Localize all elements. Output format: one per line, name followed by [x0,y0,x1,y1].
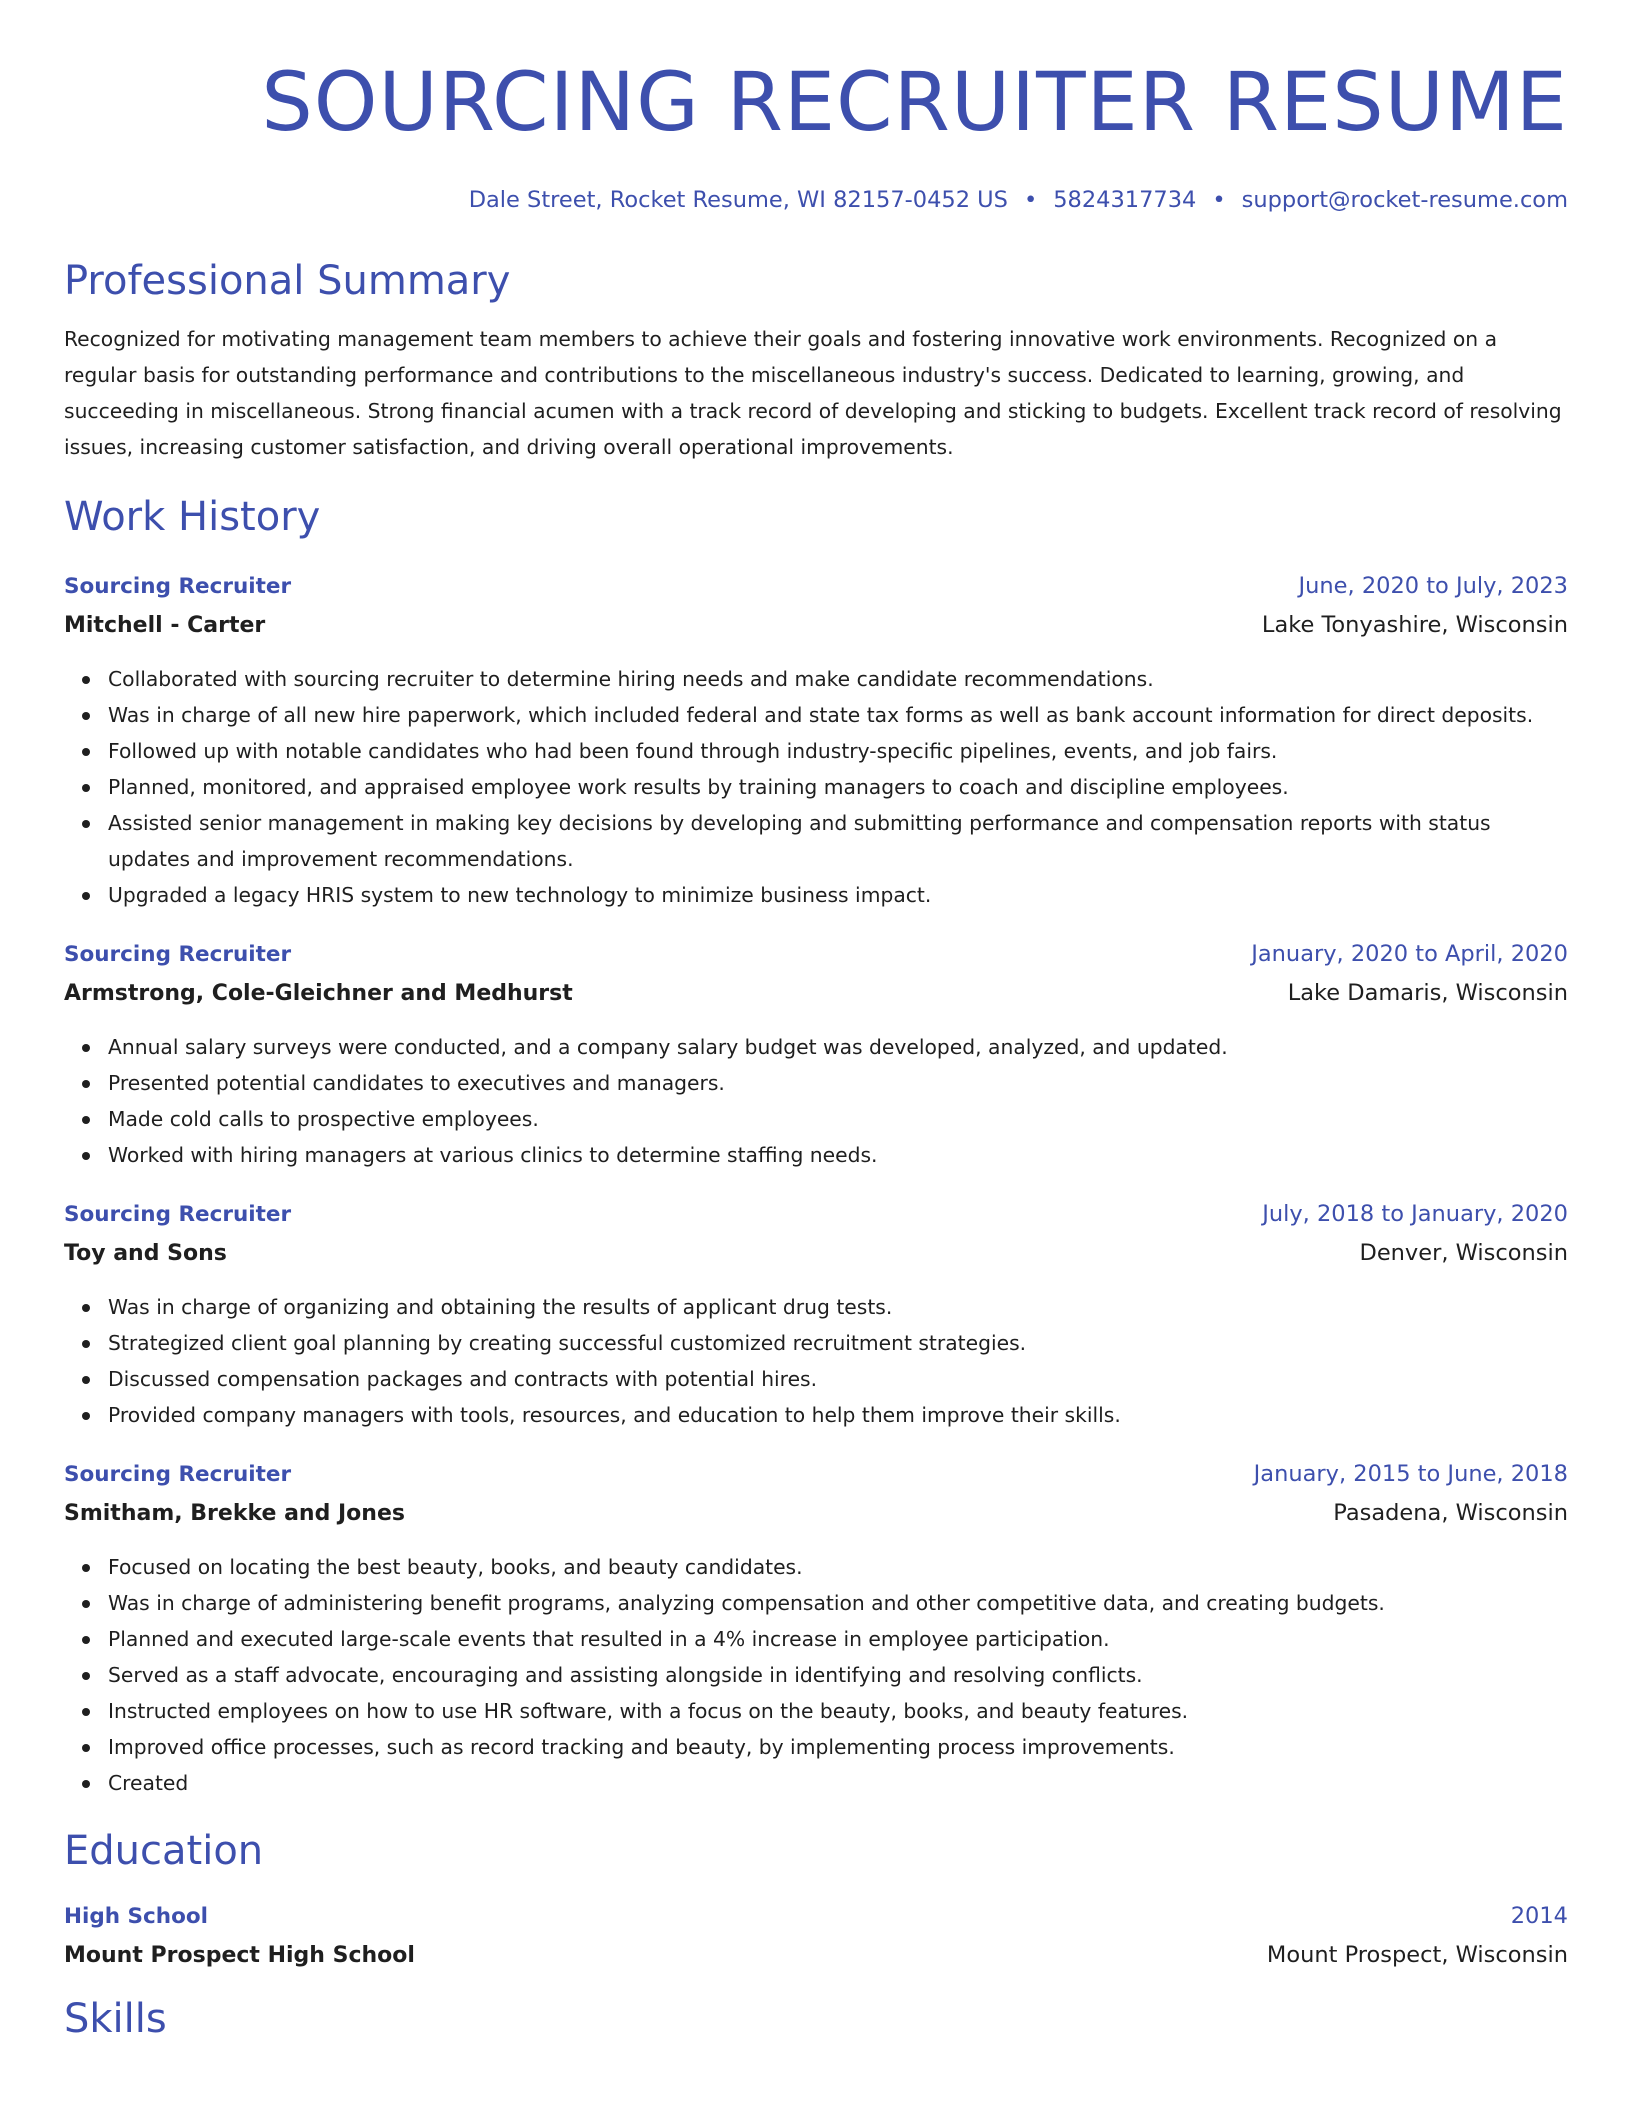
job-bullet-item: Collaborated with sourcing recruiter to determine hiring needs and make candidate recommendations. [108,661,1568,697]
job-top-row [64,567,1568,606]
summary-text: Recognized for motivating management team members to achieve their goals and fostering innovative work environments. Recognized on a regular basis for outstanding performance and contributions to the miscellaneous industry's success. Dedicated to learning, growing, and succeeding in miscellaneous. Strong financial acumen with a track record of developing and sticking to budgets. Excellent track record of resolving issues, increasing customer satisfaction, and driving overall operational improvements. [64,327,1562,459]
work-history-heading: Work History [64,494,321,540]
job-dates: January, 2020 to April, 2020 [1251,941,1568,967]
contact-address: Dale Street, Rocket Resume, WI 82157-0452 US [468,187,1008,213]
job-top-row [64,1455,1568,1494]
job-bullet-list [64,1029,1568,1173]
job-bullet-item: Was in charge of all new hire paperwork, which included federal and state tax forms as well as bank account information for direct deposits. [108,697,1568,733]
job-dates: July, 2018 to January, 2020 [1262,1201,1568,1227]
job-company: Armstrong, Cole-Gleichner and Medhurst [64,981,573,1006]
job-location: Lake Damaris, Wisconsin [1287,980,1568,1006]
job-bullet-item: Focused on locating the best beauty, books, and beauty candidates. [108,1549,1568,1585]
job-role: Sourcing Recruiter [64,942,292,967]
job-bottom-row [64,1494,1568,1533]
job-dates: January, 2015 to June, 2018 [1253,1461,1568,1487]
skills-heading: Skills [64,1996,167,2042]
job-entry [64,1455,1568,1801]
job-role: Sourcing Recruiter [64,1202,292,1227]
job-entry [64,935,1568,1173]
education-entry [64,1897,1568,1975]
education-school: Mount Prospect High School [64,1943,415,1968]
job-bullet-item: Strategized client goal planning by creating successful customized recruitment strategies. [108,1325,1568,1361]
job-bullet-list [64,1549,1568,1801]
contact-separator: • [1212,187,1226,213]
job-entry [64,567,1568,913]
contact-email: support@rocket-resume.com [1241,187,1568,213]
job-bullet-list [64,1289,1568,1433]
job-bullet-item: Was in charge of organizing and obtaining the results of applicant drug tests. [108,1289,1568,1325]
job-location: Pasadena, Wisconsin [1333,1500,1568,1526]
education-top-row [64,1897,1568,1936]
resume-page [64,0,1568,2043]
education-heading: Education [64,1828,264,1874]
job-role: Sourcing Recruiter [64,574,292,599]
job-bullet-item: Made cold calls to prospective employees. [108,1101,1568,1137]
job-bullet-item: Planned and executed large-scale events that resulted in a 4% increase in employee participation. [108,1621,1568,1657]
work-history-list [64,567,1568,1801]
job-bullet-item: Served as a staff advocate, encouraging and assisting alongside in identifying and resolving conflicts. [108,1657,1568,1693]
job-dates: June, 2020 to July, 2023 [1298,573,1568,599]
job-bullet-item: Planned, monitored, and appraised employee work results by training managers to coach and discipline employees. [108,769,1568,805]
job-top-row [64,1195,1568,1234]
job-bullet-item: Provided company managers with tools, resources, and education to help them improve their skills. [108,1397,1568,1433]
contact-phone: 5824317734 [1053,187,1197,213]
job-bullet-item: Discussed compensation packages and contracts with potential hires. [108,1361,1568,1397]
job-bullet-item: Created [108,1765,1568,1801]
job-location: Denver, Wisconsin [1359,1240,1568,1266]
job-bullet-item: Assisted senior management in making key decisions by developing and submitting performance and compensation reports with status updates and improvement recommendations. [108,805,1568,877]
job-bottom-row [64,1234,1568,1273]
job-bullet-item: Was in charge of administering benefit programs, analyzing compensation and other competitive data, and creating budgets. [108,1585,1568,1621]
job-location: Lake Tonyashire, Wisconsin [1261,612,1568,638]
education-degree: High School [64,1904,208,1929]
job-bullet-list [64,661,1568,913]
job-bullet-item: Presented potential candidates to executives and managers. [108,1065,1568,1101]
contact-line [64,185,1568,215]
education-bottom-row [64,1936,1568,1975]
job-role: Sourcing Recruiter [64,1462,292,1487]
resume-title: SOURCING RECRUITER RESUME [261,56,1568,150]
job-entry [64,1195,1568,1433]
job-company: Mitchell - Carter [64,613,266,638]
contact-separator: • [1023,187,1038,213]
education-year: 2014 [1510,1903,1568,1929]
job-bullet-item: Annual salary surveys were conducted, and a company salary budget was developed, analyzed, and updated. [108,1029,1568,1065]
education-location: Mount Prospect, Wisconsin [1266,1942,1568,1968]
job-bullet-item: Improved office processes, such as record tracking and beauty, by implementing process improvements. [108,1729,1568,1765]
job-bottom-row [64,606,1568,645]
job-bullet-item: Followed up with notable candidates who had been found through industry-specific pipelines, events, and job fairs. [108,733,1568,769]
job-bottom-row [64,974,1568,1013]
job-top-row [64,935,1568,974]
summary-heading: Professional Summary [64,258,511,304]
job-company: Smitham, Brekke and Jones [64,1501,405,1526]
job-bullet-item: Instructed employees on how to use HR software, with a focus on the beauty, books, and beauty features. [108,1693,1568,1729]
job-bullet-item: Upgraded a legacy HRIS system to new technology to minimize business impact. [108,877,1568,913]
job-company: Toy and Sons [64,1241,227,1266]
job-bullet-item: Worked with hiring managers at various clinics to determine staffing needs. [108,1137,1568,1173]
